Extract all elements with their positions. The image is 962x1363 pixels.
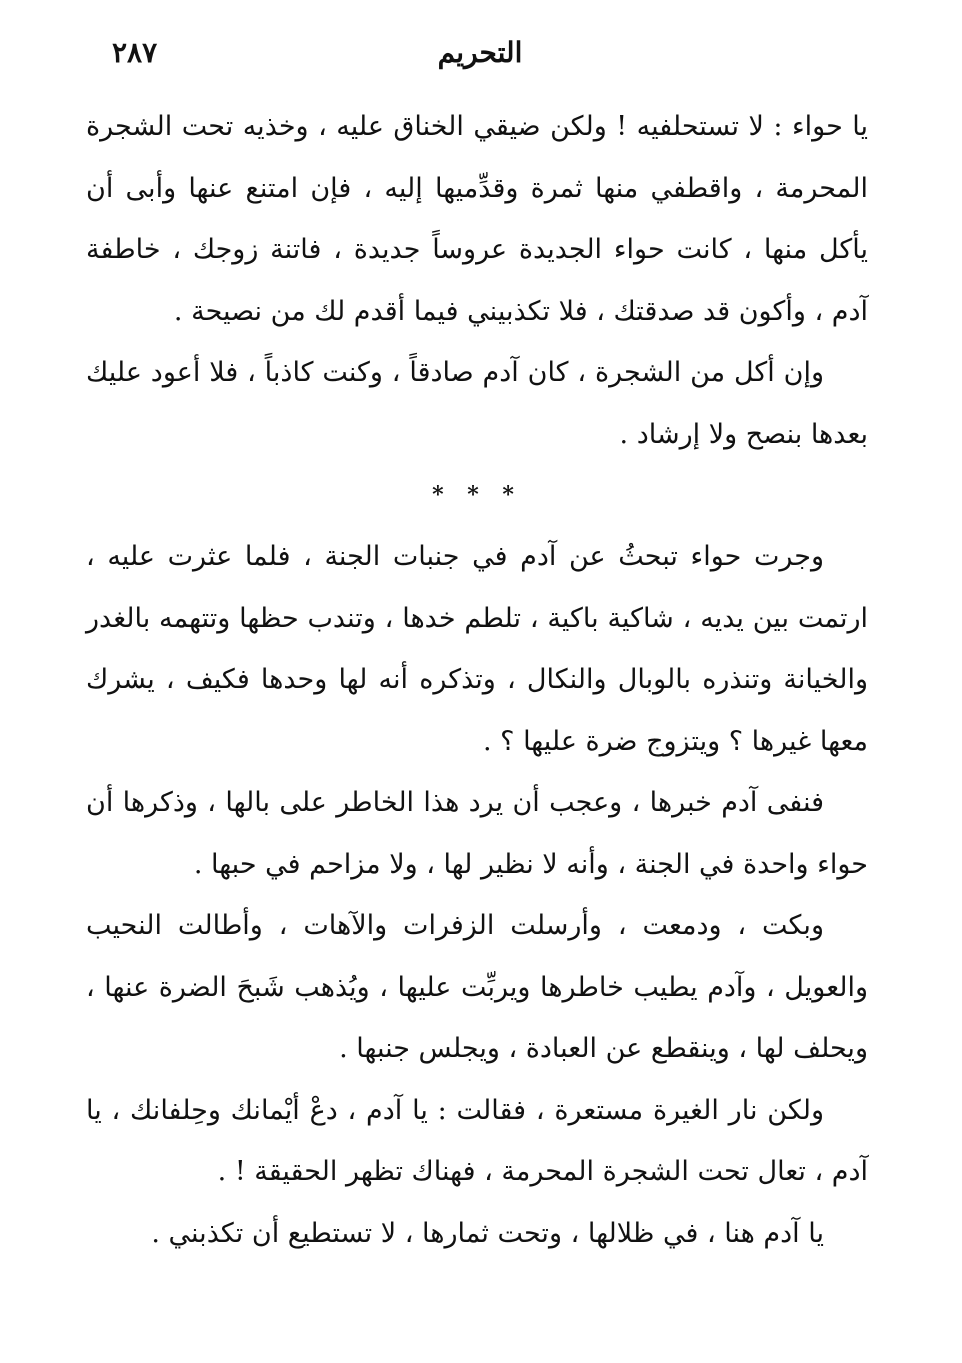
paragraph: فنفى آدم خبرها ، وعجب أن يرد هذا الخاطر على بالها ، وذكرها أن حواء واحدة في الجنة ، وأنه لا نظير لها ، ولا مزاحم في حبها .	[86, 787, 868, 880]
paragraph: وبكت ، ودمعت ، وأرسلت الزفرات والآهات ، وأطالت النحيب والعويل ، وآدم يطيب خاطرها ويربِّت عليها ، ويُذهب شَبحَ الضرة عنها ، ويحلف لها ، وينقطع عن العبادة ، ويجلس جنبها .	[86, 910, 868, 1064]
paragraph: يا آدم هنا ، في ظلالها ، وتحت ثمارها ، لا تستطيع أن تكذبني .	[151, 1217, 824, 1249]
paragraph: يا حواء : لا تستحلفيه ! ولكن ضيقي الخناق عليه ، وخذيه تحت الشجرة المحرمة ، واقطفي منها ثمرة وقدِّميها إليه ، فإن امتنع عنها وأبى أن يأكل منها ، كانت حواء الجديدة عروساً جديدة ، فاتنة زوجك ، خاطفة آدم ، وأكون قد صدقتك ، فلا تكذبيني فيما أقدم لك من نصيحة .	[86, 111, 868, 327]
page-header	[80, 34, 880, 84]
page-number: ٢٨٧	[112, 36, 158, 69]
section-separator: * * *	[432, 482, 522, 508]
body-text	[86, 96, 868, 1264]
running-title: التحريم	[437, 36, 523, 69]
paragraph: ولكن نار الغيرة مستعرة ، فقالت : يا آدم ، دعْ أيْمانك وحِلفانك ، يا آدم ، تعال تحت الشجرة المحرمة ، فهناك تظهر الحقيقة ! .	[86, 1094, 868, 1187]
paragraph: وجرت حواء تبحثُ عن آدم في جنبات الجنة ، فلما عثرت عليه ، ارتمت بين يديه ، شاكية باكية ، تلطم خدها ، وتندب حظها وتتهمه بالغدر والخيانة وتنذره بالوبال والنكال ، وتذكره أنه لها وحدها فكيف ، يشرك معها غيرها ؟ ويتزوج ضرة عليها ؟ .	[86, 541, 868, 757]
paragraph: وإن أكل من الشجرة ، كان آدم صادقاً ، وكنت كاذباً ، فلا أعود عليك بعدها بنصح ولا إرشاد .	[86, 357, 868, 450]
